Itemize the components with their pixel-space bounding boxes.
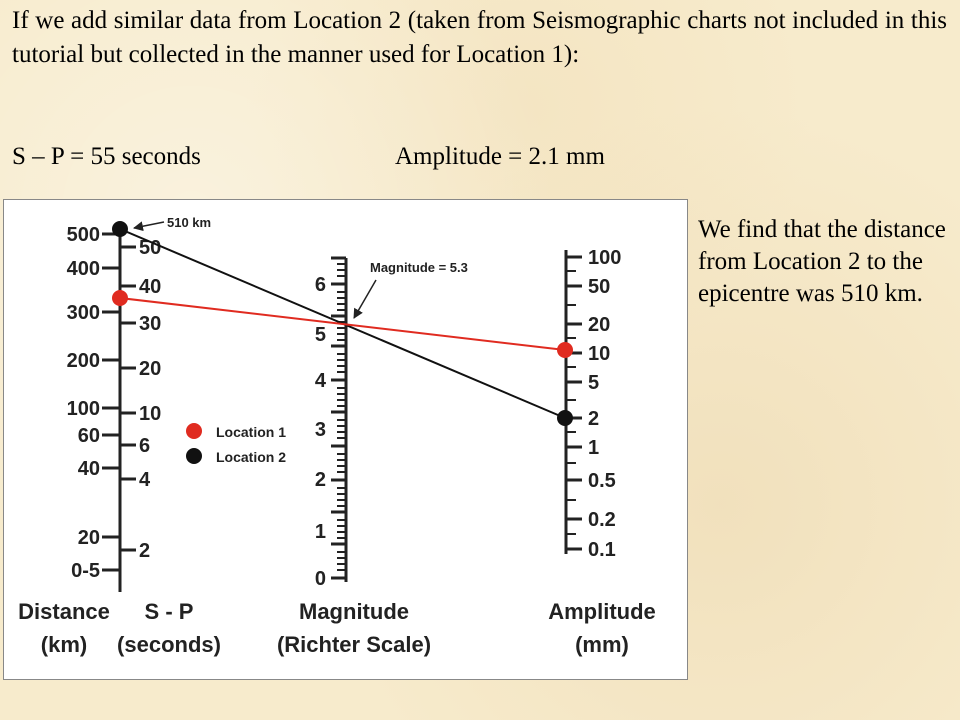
amplitude-ticks [566,257,582,549]
distance-tick-300: 300 [66,302,100,324]
sp-tick-labels [139,237,161,562]
sp-tick-50: 50 [139,237,162,259]
magnitude-tick-6: 6 [314,274,326,296]
amplitude-tick-10: 10 [588,343,611,365]
location-1-line [120,298,565,350]
location-1-distance-point [112,290,128,306]
location-1-amplitude-point [557,342,573,358]
distance-tick-500: 500 [66,224,100,246]
intro-paragraph: If we add similar data from Location 2 (taken from Seismographic charts not included in this tutorial but collected in the manner used for Location 1): [12,7,947,68]
axis-titles [18,599,656,657]
amplitude-tick-0-1: 0.1 [588,539,616,561]
sp-tick-6: 6 [139,435,151,457]
legend-location-2: Location 2 [216,449,287,465]
legend [186,423,286,465]
amplitude-value: Amplitude = 2.1 mm [395,143,605,170]
distance-tick-200: 200 [66,350,100,372]
distance-ticks [102,234,120,570]
distance-axis-unit: (km) [40,632,88,657]
distance-tick-400: 400 [66,258,100,280]
amplitude-axis-unit: (mm) [575,632,629,657]
distance-tick-0-5: 0-5 [71,560,100,582]
magnitude-axis-title: Magnitude [299,599,409,624]
distance-tick-40: 40 [77,458,100,480]
amplitude-tick-100: 100 [588,247,622,269]
amplitude-tick-50: 50 [588,276,611,298]
sp-tick-10: 10 [139,403,162,425]
magnitude-major-ticks [331,258,346,578]
magnitude-tick-1: 1 [314,521,326,543]
amplitude-tick-5: 5 [588,372,600,394]
side-conclusion: We find that the distance from Location 2 to the epicentre was 510 km. [698,216,946,307]
values-row [12,141,605,173]
sp-axis-unit: (seconds) [117,632,221,657]
legend-location-1-dot [186,423,202,439]
annotation-510km-arrow [134,222,164,228]
amplitude-tick-2: 2 [588,408,600,430]
magnitude-tick-3: 3 [314,419,326,441]
distance-tick-100: 100 [66,398,100,420]
amplitude-tick-0-2: 0.2 [588,509,616,531]
distance-tick-20: 20 [77,527,100,549]
location-2-amplitude-point [557,410,573,426]
magnitude-tick-5: 5 [314,324,326,346]
amplitude-axis-title: Amplitude [548,599,656,624]
magnitude-tick-0: 0 [314,568,326,590]
amplitude-tick-20: 20 [588,314,611,336]
sp-axis-title: S - P [144,599,194,624]
sp-tick-40: 40 [139,276,162,298]
sp-tick-2: 2 [139,540,151,562]
legend-location-2-dot [186,448,202,464]
distance-tick-60: 60 [77,425,100,447]
distance-axis-title: Distance [18,599,110,624]
amplitude-tick-0-5: 0.5 [588,470,616,492]
magnitude-axis-unit: (Richter Scale) [276,632,432,657]
nomogram-chart [3,199,688,680]
location-2-distance-point [112,221,128,237]
distance-tick-labels [67,224,100,582]
amplitude-tick-labels [588,247,621,561]
sp-value: S – P = 55 seconds [12,143,201,170]
annotation-magnitude-arrow [354,280,376,318]
legend-location-1: Location 1 [216,424,287,440]
amplitude-tick-1: 1 [588,437,600,459]
magnitude-tick-4: 4 [314,370,326,392]
annotation-510km: 510 km [167,215,212,230]
magnitude-tick-2: 2 [314,469,326,491]
annotation-magnitude: Magnitude = 5.3 [370,260,468,275]
nomogram-svg [4,200,687,679]
sp-tick-30: 30 [139,313,162,335]
sp-tick-4: 4 [139,469,151,491]
sp-tick-20: 20 [139,358,162,380]
